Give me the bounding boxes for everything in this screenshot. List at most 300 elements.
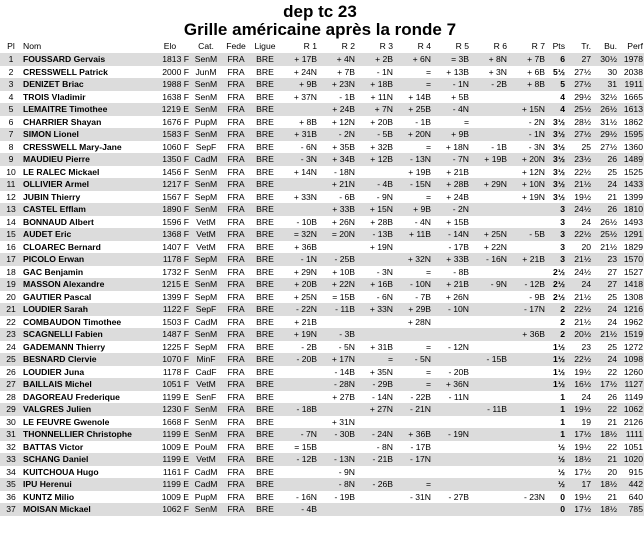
round-2-cell: [318, 241, 356, 254]
table-row: [0, 391, 644, 404]
tiebreak-bu-cell: 22: [607, 441, 617, 452]
federation-cell: FRA: [227, 241, 245, 252]
table-row: [0, 203, 644, 216]
round-3-cell: [356, 503, 394, 516]
federation-cell: FRA: [227, 504, 245, 514]
category-cell: CadM: [194, 479, 218, 489]
place-cell: 23: [6, 329, 16, 339]
round-2-cell: + 10B: [332, 266, 355, 277]
elo-cell: 1676 F: [162, 116, 189, 127]
points-cell: 3½: [553, 179, 565, 189]
place-cell: 12: [6, 191, 16, 202]
league-cell: BRE: [256, 141, 274, 152]
round-4-cell: - 31N: [409, 491, 431, 502]
performance-cell: 1399: [623, 191, 643, 202]
place-cell: 36: [6, 491, 16, 502]
round-3-cell: + 11N: [370, 91, 393, 102]
category-cell: VetM: [196, 454, 216, 464]
elo-cell: 1217 F: [162, 179, 189, 189]
tiebreak-bu-cell: 27: [607, 266, 617, 277]
table-row: [0, 78, 644, 91]
performance-cell: 1149: [624, 391, 643, 402]
round-7-cell: + 12N: [521, 166, 545, 177]
points-cell: 3½: [553, 116, 565, 127]
place-cell: 30: [6, 416, 16, 427]
round-1-cell: + 24N: [293, 66, 317, 77]
performance-cell: 1062: [623, 404, 643, 414]
col-header: Perf: [627, 41, 643, 51]
performance-cell: 1613: [623, 104, 643, 114]
round-4-cell: + 11B: [408, 229, 431, 239]
round-7-cell: [508, 478, 546, 491]
tiebreak-tr-cell: 19½: [574, 404, 591, 414]
round-4-cell: - 17B: [410, 441, 431, 452]
elo-cell: 1668 F: [162, 416, 189, 427]
tiebreak-bu-cell: 22: [607, 404, 617, 414]
tiebreak-bu-cell: 26½: [600, 104, 617, 114]
round-5-cell: - 20B: [448, 366, 469, 377]
elo-cell: 1583 F: [162, 129, 189, 139]
place-cell: 28: [6, 391, 16, 402]
round-5-cell: + 5B: [451, 91, 469, 102]
col-header: Nom: [23, 41, 42, 51]
round-3-cell: - 1N: [376, 66, 393, 77]
round-3-cell: - 13B: [372, 229, 393, 239]
performance-cell: 1665: [623, 91, 643, 102]
tiebreak-bu-cell: 26: [607, 391, 617, 402]
player-name-cell: OLLIVIER Armel: [23, 179, 90, 189]
federation-cell: FRA: [227, 404, 245, 414]
federation-cell: FRA: [227, 454, 245, 464]
round-5-cell: [432, 503, 470, 516]
federation-cell: FRA: [227, 491, 245, 502]
performance-cell: 1291: [623, 229, 643, 239]
elo-cell: 1225 F: [162, 341, 189, 352]
points-cell: 1½: [553, 341, 565, 352]
points-cell: 3: [560, 204, 565, 214]
player-name-cell: GADEMANN Thierry: [23, 341, 106, 352]
performance-cell: 1020: [623, 454, 643, 464]
tiebreak-bu-cell: 25: [607, 166, 617, 177]
round-5-cell: - 14N: [447, 229, 469, 239]
performance-cell: 1525: [623, 166, 643, 177]
table-row: [0, 253, 644, 266]
round-6-cell: - 9N: [490, 279, 507, 289]
table-row: [0, 478, 644, 491]
federation-cell: FRA: [227, 379, 245, 389]
tiebreak-bu-cell: 30½: [600, 54, 617, 64]
round-6-cell: [470, 416, 508, 429]
tiebreak-tr-cell: 22½: [574, 229, 591, 239]
place-cell: 18: [6, 266, 16, 277]
place-cell: 20: [6, 291, 16, 302]
place-cell: 2: [8, 66, 14, 77]
federation-cell: FRA: [227, 266, 245, 277]
round-3-cell: - 9N: [376, 191, 393, 202]
place-cell: 3: [8, 79, 14, 89]
player-name-cell: JUBIN Thierry: [23, 191, 81, 202]
place-cell: 16: [6, 241, 16, 252]
place-cell: 10: [6, 166, 16, 177]
round-2-cell: - 18N: [333, 166, 355, 177]
round-1-cell: - 12B: [296, 454, 317, 464]
tiebreak-tr-cell: 27½: [574, 79, 591, 89]
category-cell: JunM: [195, 66, 217, 77]
round-6-cell: [470, 341, 508, 354]
round-3-cell: + 15N: [369, 204, 393, 214]
col-header: R 6: [493, 41, 507, 51]
round-4-cell: + 19B: [408, 166, 431, 177]
performance-cell: 1527: [623, 266, 643, 277]
round-1-cell: + 37N: [293, 91, 317, 102]
player-name-cell: VALGRES Julien: [23, 404, 92, 414]
round-7-cell: [508, 241, 546, 254]
elo-cell: 1368 F: [162, 229, 189, 239]
round-4-cell: + 28N: [407, 316, 431, 327]
tiebreak-bu-cell: 22: [607, 366, 617, 377]
round-3-cell: - 14N: [371, 391, 393, 402]
table-row: [0, 216, 644, 229]
elo-cell: 1813 F: [162, 54, 189, 64]
league-cell: BRE: [256, 129, 274, 139]
points-cell: 4: [560, 104, 565, 114]
tiebreak-tr-cell: 25: [581, 141, 591, 152]
tiebreak-tr-cell: 17½: [574, 504, 591, 514]
table-row: [0, 53, 644, 66]
performance-cell: 1111: [625, 429, 643, 439]
round-4-cell: =: [425, 479, 431, 489]
tiebreak-bu-cell: 26: [607, 204, 617, 214]
round-4-cell: - 4N: [414, 216, 431, 227]
category-cell: VetM: [196, 379, 216, 389]
round-3-cell: + 18B: [370, 79, 393, 89]
league-cell: BRE: [256, 104, 274, 114]
round-6-cell: [470, 378, 508, 391]
points-cell: 3: [560, 216, 565, 227]
performance-cell: 1272: [623, 341, 643, 352]
round-2-cell: - 5N: [338, 341, 355, 352]
round-5-cell: [432, 316, 470, 329]
col-header: Pts: [552, 41, 565, 51]
category-cell: CadM: [194, 466, 218, 477]
col-header: R 2: [341, 41, 355, 51]
round-2-cell: + 26N: [331, 216, 355, 227]
round-7-cell: - 2N: [528, 116, 545, 127]
table-row: [0, 453, 644, 466]
round-1-cell: [280, 391, 318, 404]
federation-cell: FRA: [227, 191, 245, 202]
performance-cell: 1489: [623, 154, 643, 164]
tiebreak-bu-cell: 23: [607, 254, 617, 264]
table-row: [0, 378, 644, 391]
round-4-cell: - 13N: [409, 154, 431, 164]
round-7-cell: [508, 366, 546, 379]
elo-cell: 1199 E: [162, 429, 189, 439]
category-cell: SenF: [195, 391, 217, 402]
tiebreak-tr-cell: 17½: [574, 466, 591, 477]
table-row: [0, 341, 644, 354]
round-6-cell: + 29N: [483, 179, 507, 189]
player-name-cell: DAGOREAU Frederique: [23, 391, 120, 402]
round-6-cell: - 16N: [485, 254, 507, 264]
round-5-cell: [432, 478, 470, 491]
tiebreak-tr-cell: 18½: [574, 454, 591, 464]
round-1-cell: - 18B: [296, 404, 317, 414]
round-1-cell: - 22N: [295, 304, 317, 314]
round-2-cell: + 21N: [331, 179, 355, 189]
tiebreak-bu-cell: 25: [607, 291, 617, 302]
round-3-cell: [356, 416, 394, 429]
table-row: [0, 303, 644, 316]
tiebreak-tr-cell: 24½: [574, 266, 591, 277]
round-6-cell: + 8N: [488, 54, 507, 64]
tiebreak-bu-cell: 27: [607, 279, 617, 289]
elo-cell: 1009 E: [161, 491, 189, 502]
federation-cell: FRA: [227, 179, 245, 189]
round-1-cell: + 21B: [294, 316, 317, 327]
player-name-cell: GAUTIER Pascal: [23, 291, 92, 302]
round-3-cell: [356, 466, 394, 479]
round-4-cell: - 10N: [409, 279, 431, 289]
round-1-cell: [280, 478, 318, 491]
federation-cell: FRA: [227, 204, 245, 214]
tiebreak-tr-cell: 24: [581, 216, 591, 227]
round-3-cell: - 29B: [372, 379, 393, 389]
performance-cell: 785: [628, 504, 643, 514]
league-cell: BRE: [256, 491, 274, 502]
round-7-cell: - 17N: [523, 304, 545, 314]
round-7-cell: [508, 378, 546, 391]
round-5-cell: + 24B: [446, 191, 469, 202]
round-6-cell: [470, 191, 508, 204]
round-1-cell: + 33N: [293, 191, 317, 202]
place-cell: 6: [8, 116, 14, 127]
round-4-cell: [394, 466, 432, 479]
round-5-cell: - 1N: [452, 79, 469, 89]
col-header: Fede: [226, 41, 246, 51]
performance-cell: 1098: [623, 354, 643, 364]
performance-cell: 1911: [624, 79, 643, 89]
points-cell: 3½: [553, 191, 565, 202]
round-4-cell: [394, 241, 432, 254]
round-6-cell: [470, 466, 508, 479]
round-1-cell: - 7N: [300, 429, 317, 439]
round-5-cell: + 9B: [451, 129, 469, 139]
round-4-cell: + 6N: [412, 54, 431, 64]
round-1-cell: + 19N: [293, 329, 317, 339]
performance-cell: 1862: [623, 116, 643, 127]
player-name-cell: LEMAITRE Timothee: [23, 104, 108, 114]
tiebreak-tr-cell: 27½: [574, 66, 591, 77]
category-cell: SenM: [194, 179, 218, 189]
round-3-cell: [356, 491, 394, 504]
round-2-cell: - 6B: [339, 191, 355, 202]
round-1-cell: - 3N: [300, 154, 317, 164]
federation-cell: FRA: [227, 291, 245, 302]
category-cell: VetM: [196, 216, 216, 227]
round-7-cell: [508, 416, 546, 429]
round-4-cell: - 15N: [409, 179, 431, 189]
standings-table: [0, 40, 644, 516]
round-5-cell: - 4N: [452, 104, 469, 114]
round-4-cell: =: [425, 366, 431, 377]
table-row: [0, 403, 644, 416]
round-5-cell: - 7N: [452, 154, 469, 164]
tiebreak-bu-cell: 17½: [600, 379, 617, 389]
performance-cell: 640: [628, 491, 643, 502]
category-cell: SepM: [194, 191, 218, 202]
col-header: R 5: [455, 41, 469, 51]
performance-cell: 1962: [623, 316, 643, 327]
points-cell: 1: [560, 391, 565, 402]
category-cell: PupM: [194, 491, 218, 502]
tiebreak-bu-cell: 25: [607, 341, 617, 352]
round-1-cell: + 31B: [294, 129, 317, 139]
place-cell: 22: [6, 316, 16, 327]
player-name-cell: BONNAUD Albert: [23, 216, 94, 227]
round-7-cell: [508, 503, 546, 516]
round-6-cell: [470, 428, 508, 441]
round-2-cell: + 35B: [332, 141, 355, 152]
round-2-cell: [318, 316, 356, 329]
performance-cell: 1260: [623, 366, 643, 377]
round-6-cell: [470, 316, 508, 329]
player-name-cell: CLOAREC Bernard: [23, 241, 101, 252]
round-1-cell: + 29N: [293, 266, 317, 277]
tiebreak-tr-cell: 22½: [574, 354, 591, 364]
place-cell: 4: [8, 91, 14, 102]
col-header: Pl: [7, 41, 15, 51]
player-name-cell: AUDET Eric: [23, 229, 72, 239]
round-1-cell: - 2B: [301, 341, 317, 352]
player-name-cell: LE RALEC Mickael: [23, 166, 100, 177]
table-row: [0, 191, 644, 204]
round-4-cell: - 5N: [414, 354, 431, 364]
round-6-cell: [470, 128, 508, 141]
player-name-cell: BAILLAIS Michel: [23, 379, 92, 389]
round-4-cell: + 9B: [413, 204, 431, 214]
round-1-cell: + 36B: [294, 241, 317, 252]
round-1-cell: - 10B: [296, 216, 317, 227]
round-2-cell: + 7B: [337, 66, 355, 77]
category-cell: SenM: [194, 279, 218, 289]
category-cell: SenM: [194, 104, 218, 114]
round-7-cell: - 3N: [528, 141, 545, 152]
round-7-cell: [508, 441, 546, 454]
tiebreak-bu-cell: 29½: [600, 129, 617, 139]
tiebreak-bu-cell: 21: [607, 416, 617, 427]
round-6-cell: [470, 491, 508, 504]
performance-cell: 1810: [623, 204, 643, 214]
table-row: [0, 66, 644, 79]
tiebreak-tr-cell: 19½: [574, 441, 591, 452]
place-cell: 34: [6, 466, 16, 477]
points-cell: ½: [557, 441, 565, 452]
points-cell: 4: [560, 91, 565, 102]
round-1-cell: [280, 366, 318, 379]
elo-cell: 1399 F: [162, 291, 189, 302]
category-cell: SepF: [195, 304, 217, 314]
tiebreak-bu-cell: 27½: [600, 141, 617, 152]
round-5-cell: [432, 353, 470, 366]
round-7-cell: [508, 316, 546, 329]
tiebreak-tr-cell: 23: [581, 341, 591, 352]
category-cell: PouM: [194, 441, 218, 452]
round-6-cell: [470, 166, 508, 179]
round-7-cell: + 15N: [521, 104, 545, 114]
elo-cell: 1199 E: [162, 479, 189, 489]
points-cell: 1½: [553, 354, 565, 364]
category-cell: SenM: [194, 329, 218, 339]
round-7-cell: - 9B: [529, 291, 545, 302]
round-2-cell: + 23N: [331, 79, 355, 89]
page-subtitle: Grille américaine après la ronde 7: [183, 20, 457, 39]
round-3-cell: [356, 253, 394, 266]
round-2-cell: + 34B: [332, 154, 355, 164]
place-cell: 25: [6, 354, 16, 364]
tiebreak-tr-cell: 28½: [574, 116, 591, 127]
category-cell: VetM: [196, 229, 216, 239]
round-3-cell: - 21B: [372, 454, 393, 464]
tiebreak-bu-cell: 18½: [600, 504, 617, 514]
points-cell: 3: [560, 254, 565, 264]
tiebreak-bu-cell: 24: [607, 304, 617, 314]
elo-cell: 1009 E: [161, 441, 189, 452]
round-4-cell: =: [425, 66, 431, 77]
tiebreak-bu-cell: 21½: [600, 329, 617, 339]
league-cell: BRE: [256, 504, 274, 514]
round-1-cell: [280, 203, 318, 216]
tiebreak-tr-cell: 19½: [574, 491, 591, 502]
elo-cell: 1219 E: [161, 104, 189, 114]
table-row: [0, 316, 644, 329]
round-5-cell: + 21B: [446, 279, 469, 289]
elo-cell: 1060 F: [162, 141, 189, 152]
league-cell: BRE: [256, 204, 274, 214]
round-7-cell: [508, 266, 546, 279]
points-cell: 1: [560, 429, 565, 439]
points-cell: 1½: [553, 379, 565, 389]
round-3-cell: + 31B: [370, 341, 393, 352]
round-2-cell: - 14B: [334, 366, 355, 377]
round-4-cell: =: [425, 341, 431, 352]
elo-cell: 1503 F: [162, 316, 189, 327]
league-cell: BRE: [256, 404, 274, 414]
round-2-cell: = 20N: [331, 229, 355, 239]
category-cell: SenM: [194, 204, 218, 214]
elo-cell: 1230 F: [162, 404, 189, 414]
tiebreak-tr-cell: 20: [581, 241, 591, 252]
federation-cell: FRA: [227, 429, 245, 439]
round-2-cell: - 8N: [338, 479, 355, 489]
round-3-cell: + 20B: [370, 116, 393, 127]
elo-cell: 1161 F: [162, 466, 189, 477]
performance-cell: 1433: [623, 179, 643, 189]
place-cell: 32: [6, 441, 16, 452]
federation-cell: FRA: [227, 354, 245, 364]
round-4-cell: =: [425, 141, 431, 152]
federation-cell: FRA: [227, 141, 245, 152]
league-cell: BRE: [256, 241, 274, 252]
performance-cell: 1127: [624, 379, 643, 389]
place-cell: 1: [8, 54, 14, 64]
points-cell: 1: [560, 416, 565, 427]
league-cell: BRE: [256, 79, 274, 89]
round-2-cell: - 3B: [339, 329, 355, 339]
league-cell: BRE: [256, 354, 274, 364]
player-name-cell: SCHANG Daniel: [23, 454, 89, 464]
round-5-cell: - 27B: [448, 491, 469, 502]
